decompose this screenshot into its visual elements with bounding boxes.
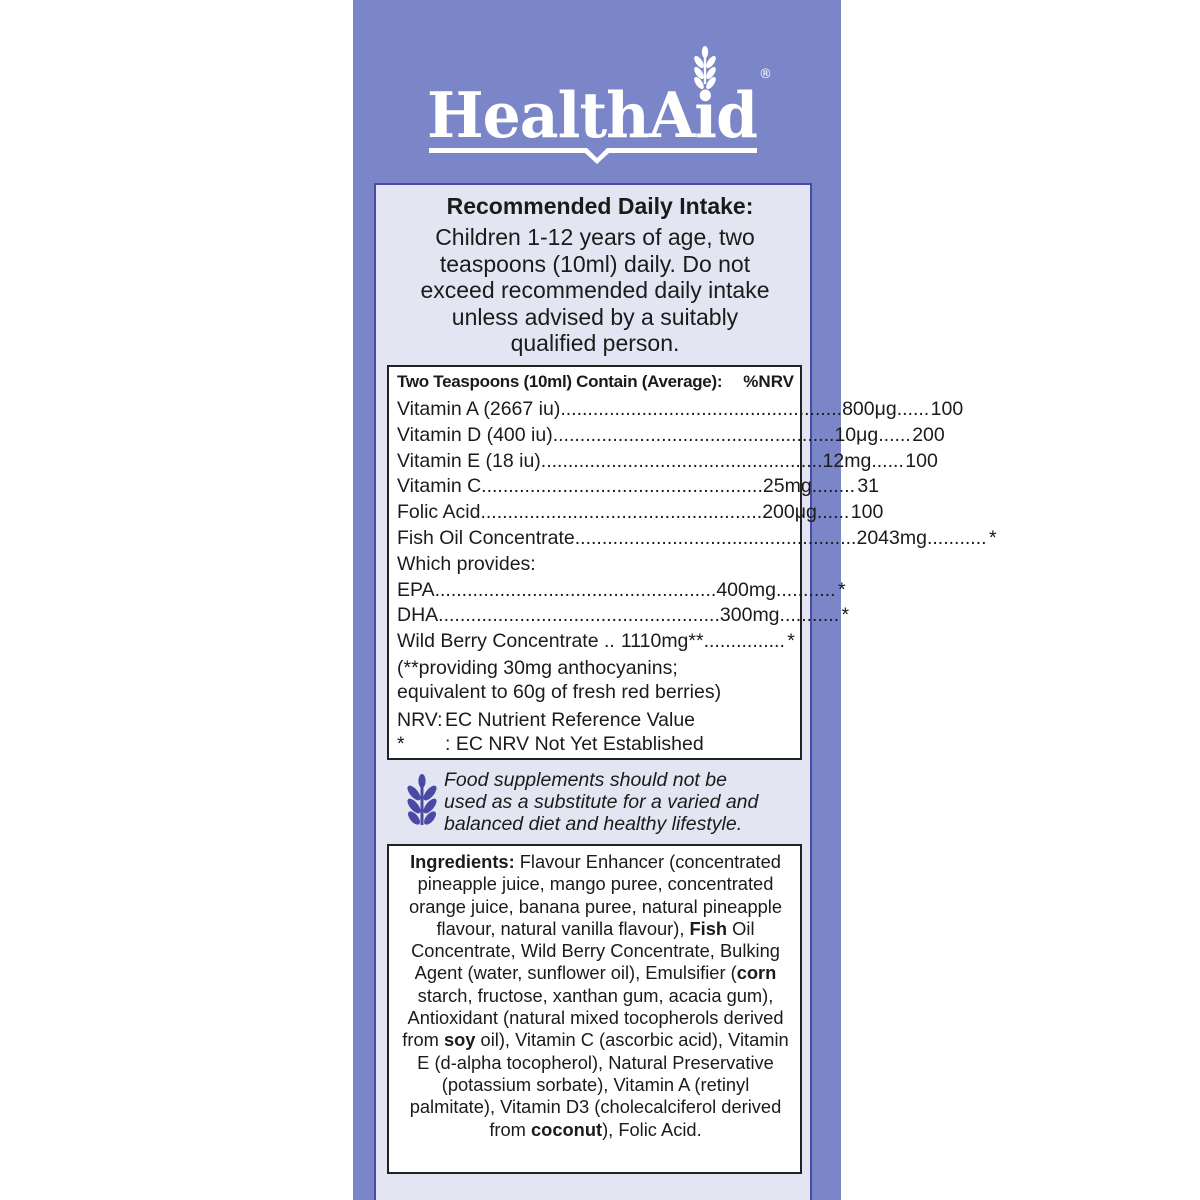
nutrient-amount: 800μg bbox=[842, 398, 897, 420]
warning-line: balanced diet and healthy lifestyle. bbox=[444, 813, 743, 835]
nutrient-name: DHA bbox=[397, 604, 439, 627]
nutrient-amount: 10μg bbox=[834, 423, 879, 446]
legend-value: : EC NRV Not Yet Established bbox=[445, 732, 704, 755]
nutrient-amount: 300mg bbox=[719, 604, 780, 627]
nutrient-name: Vitamin A (2667 iu) bbox=[397, 398, 561, 420]
nutrient-row: DHA .................................................... 300mg ........... * bbox=[397, 604, 850, 627]
nutrient-row: Wild Berry Concentrate .. 1110mg** ............... * bbox=[397, 630, 795, 653]
nutrient-amount: 1110mg** bbox=[620, 630, 704, 653]
registered-mark: ® bbox=[759, 67, 772, 82]
legend-row bbox=[397, 732, 794, 756]
nrv-legend bbox=[397, 708, 794, 756]
nutrient-amount: 2043mg bbox=[856, 526, 927, 549]
nutrient-name: Vitamin E (18 iu) bbox=[397, 449, 541, 472]
ingredients-text bbox=[397, 851, 794, 1141]
nutrient-nrv: * bbox=[841, 604, 850, 627]
nutrition-rows bbox=[397, 398, 997, 756]
ingredients-box bbox=[387, 844, 802, 1174]
allergen: corn bbox=[736, 962, 777, 984]
nutrient-nrv: 200 bbox=[912, 423, 945, 446]
nutrient-row: Fish Oil Concentrate .................................................... 2043mg ........... * bbox=[397, 526, 997, 549]
nutrient-row: EPA .................................................... 400mg ........... * bbox=[397, 578, 846, 601]
rdi-title: Recommended Daily Intake: bbox=[446, 193, 754, 219]
rdi-line: exceed recommended daily intake bbox=[420, 277, 770, 303]
ingredient-segment: Flavour Enhancer (concentrated pineapple juice, mango puree, concentrated orange juice, banana puree, natural pineapple flavour, natural vanilla flavour), bbox=[408, 851, 783, 939]
nutrient-nrv: 31 bbox=[857, 475, 880, 498]
legend-row bbox=[397, 708, 794, 732]
note-line: equivalent to 60g of fresh red berries) bbox=[397, 680, 722, 703]
nutrient-nrv: * bbox=[787, 630, 795, 653]
note-line: (**providing 30mg anthocyanins; bbox=[397, 656, 678, 679]
rdi-body bbox=[380, 224, 810, 357]
legend-key: NRV: bbox=[397, 708, 443, 731]
provides-label: Which provides: bbox=[397, 552, 536, 575]
nutrient-amount: 25mg bbox=[762, 475, 812, 498]
nutrient-row: Vitamin D (400 iu) .................................................... 10μg ...... 200 bbox=[397, 423, 945, 446]
nutrient-amount: 12mg bbox=[822, 449, 872, 472]
nutrient-row: Vitamin E (18 iu) .................................................... 12mg ...... 100 bbox=[397, 449, 938, 472]
nutrition-header bbox=[397, 372, 794, 392]
nutrient-amount: 400mg bbox=[716, 578, 776, 601]
nutrition-table bbox=[387, 365, 997, 760]
ingredient-segment: starch, fructose, xanthan gum, acacia gum), Antioxidant (natural mixed tocopherols derived from bbox=[402, 984, 784, 1051]
ingredient-segment: ), Folic Acid. bbox=[602, 1118, 702, 1140]
nutrition-header-nrv: %NRV bbox=[743, 372, 794, 391]
rdi-line: Children 1-12 years of age, two bbox=[435, 224, 755, 250]
healthaid-logo bbox=[353, 40, 841, 170]
nutrient-amount: 200μg bbox=[762, 501, 817, 524]
nutrient-nrv: * bbox=[837, 578, 846, 601]
rdi-line: teaspoons (10ml) daily. Do not bbox=[439, 250, 751, 277]
allergen: coconut bbox=[531, 1118, 603, 1140]
nutrient-name: Vitamin C bbox=[397, 475, 482, 498]
ingredient-segment: oil), Vitamin C (ascorbic acid), Vitamin E (d-alpha tocopherol), Natural Preservative (potassium sorbate), Vitamin A (retinyl palmitate), Vitamin D3 (cholecalciferol derived from bbox=[409, 1029, 789, 1140]
nutrient-name: Wild Berry Concentrate .. bbox=[397, 630, 615, 653]
nutrient-name: Folic Acid bbox=[397, 501, 481, 524]
nutrient-row: Vitamin C .................................................... 25mg ........ 31 bbox=[397, 475, 880, 498]
nutrition-note bbox=[397, 656, 794, 704]
nutrient-nrv: * bbox=[988, 526, 997, 549]
nutrient-name: EPA bbox=[397, 578, 435, 601]
allergen: soy bbox=[443, 1029, 476, 1051]
nutrient-name: Vitamin D (400 iu) bbox=[397, 423, 553, 446]
rdi-line: unless advised by a suitably bbox=[451, 303, 739, 330]
rdi-line: qualified person. bbox=[510, 330, 680, 356]
nutrient-nrv: 100 bbox=[930, 398, 964, 420]
ingredient-segment: Oil Concentrate, Wild Berry Concentrate, Bulking Agent (water, sunflower oil), Emulsifier ( bbox=[411, 917, 780, 984]
wheat-icon bbox=[404, 773, 440, 830]
nutrition-header-label: Two Teaspoons (10ml) Contain (Average): bbox=[397, 372, 723, 391]
allergen: Fish bbox=[689, 917, 728, 939]
ingredients-label: Ingredients: bbox=[410, 851, 515, 872]
nutrient-row: Folic Acid .................................................... 200μg ...... 100 bbox=[397, 501, 884, 524]
warning-line: Food supplements should not be bbox=[444, 769, 727, 791]
legend-value: EC Nutrient Reference Value bbox=[445, 708, 696, 731]
nutrient-name: Fish Oil Concentrate bbox=[397, 526, 575, 549]
logo-text: HealthAid bbox=[427, 78, 757, 152]
warning-line: used as a substitute for a varied and bbox=[444, 791, 759, 813]
legend-key: * bbox=[397, 732, 405, 755]
supplement-warning bbox=[444, 769, 804, 835]
nutrient-nrv: 100 bbox=[905, 449, 938, 472]
nutrient-nrv: 100 bbox=[850, 501, 884, 524]
nutrient-row: Vitamin A (2667 iu) .................................................... 800μg ...... 100 bbox=[397, 398, 964, 420]
